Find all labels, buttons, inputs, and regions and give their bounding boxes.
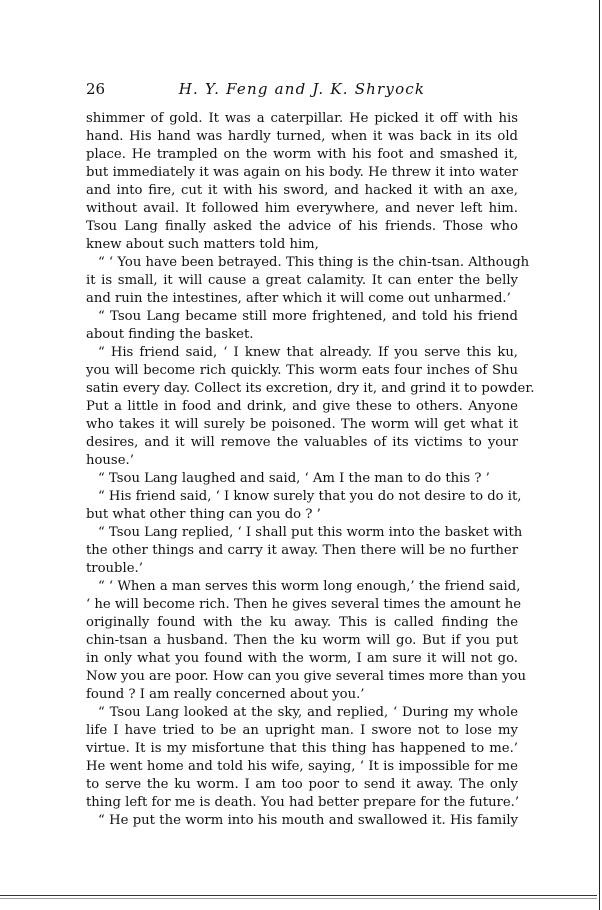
running-head: H. Y. Feng and J. K. Shryock — [178, 80, 426, 98]
text-line: satin every day. Collect its excretion, dry it, and grind it to powder. — [86, 381, 535, 396]
text-line: trouble.’ — [86, 561, 143, 576]
text-line: Put a little in food and drink, and give these to others. Anyone — [86, 399, 518, 414]
text-line: originally found with the ku away. This is called finding the — [86, 615, 518, 630]
text-line: and ruin the intestines, after which it will come out unharmed.’ — [86, 291, 511, 306]
text-line: “ ‘ You have been betrayed. This thing is the chin-tsan. Although — [98, 255, 530, 270]
text-line: desires, and it will remove the valuables of its victims to your — [86, 435, 518, 450]
bottom-border — [0, 895, 597, 896]
text-line: and into fire, cut it with his sword, and hacked it with an axe, — [86, 183, 518, 198]
text-line: found ? I am really concerned about you.’ — [86, 687, 365, 702]
text-line: “ Tsou Lang looked at the sky, and replied, ‘ During my whole — [98, 705, 518, 720]
text-line: about finding the basket. — [86, 327, 254, 342]
text-line: “ His friend said, ‘ I know surely that you do not desire to do it, — [98, 489, 522, 504]
text-line: life I have tried to be an upright man. I swore not to lose my — [86, 723, 518, 738]
text-line: “ His friend said, ‘ I knew that already. If you serve this ku, — [98, 345, 518, 360]
text-line: knew about such matters told him, — [86, 237, 319, 252]
text-line: house.’ — [86, 453, 134, 468]
text-line: Tsou Lang finally asked the advice of his friends. Those who — [86, 219, 518, 234]
text-line: but what other thing can you do ? ’ — [86, 507, 321, 522]
page-header — [86, 80, 518, 100]
text-line: it is small, it will cause a great calamity. It can enter the belly — [86, 273, 518, 288]
text-line: “ Tsou Lang replied, ‘ I shall put this worm into the basket with — [98, 525, 523, 540]
text-line: in only what you found with the worm, I am sure it will not go. — [86, 651, 518, 666]
text-line: you will become rich quickly. This worm eats four inches of Shu — [86, 363, 518, 378]
text-line: “ Tsou Lang laughed and said, ‘ Am I the man to do this ? ’ — [98, 471, 490, 486]
body-text — [86, 110, 535, 830]
text-line: chin-tsan a husband. Then the ku worm will go. But if you put — [86, 633, 518, 648]
bottom-border-shadow — [0, 898, 597, 899]
text-line: “ Tsou Lang became still more frightened, and told his friend — [98, 309, 518, 324]
text-line: “ ‘ When a man serves this worm long enough,’ the friend said, — [98, 579, 521, 594]
text-line: ‘ he will become rich. Then he gives several times the amount he — [86, 597, 522, 612]
text-line: hand. His hand was hardly turned, when it was back in its old — [86, 129, 518, 144]
text-line: Now you are poor. How can you give several times more than you — [86, 669, 526, 684]
text-line: to serve the ku worm. I am too poor to send it away. The only — [86, 777, 518, 792]
text-line: “ He put the worm into his mouth and swallowed it. His family — [98, 813, 518, 828]
text-line: shimmer of gold. It was a caterpillar. He picked it off with his — [86, 111, 518, 126]
text-line: without avail. It followed him everywhere, and never left him. — [86, 201, 518, 216]
page-number: 26 — [86, 80, 106, 98]
text-line: virtue. It is my misfortune that this thing has happened to me.’ — [86, 741, 518, 756]
text-line: the other things and carry it away. Then there will be no further — [86, 543, 518, 558]
text-line: who takes it will surely be poisoned. The worm will get what it — [86, 417, 518, 432]
text-line: thing left for me is death. You had better prepare for the future.’ — [86, 795, 520, 810]
text-line: place. He trampled on the worm with his foot and smashed it, — [86, 147, 518, 162]
text-line: He went home and told his wife, saying, ‘ It is impossible for me — [86, 759, 518, 774]
text-line: but immediately it was again on his body. He threw it into water — [86, 165, 518, 180]
